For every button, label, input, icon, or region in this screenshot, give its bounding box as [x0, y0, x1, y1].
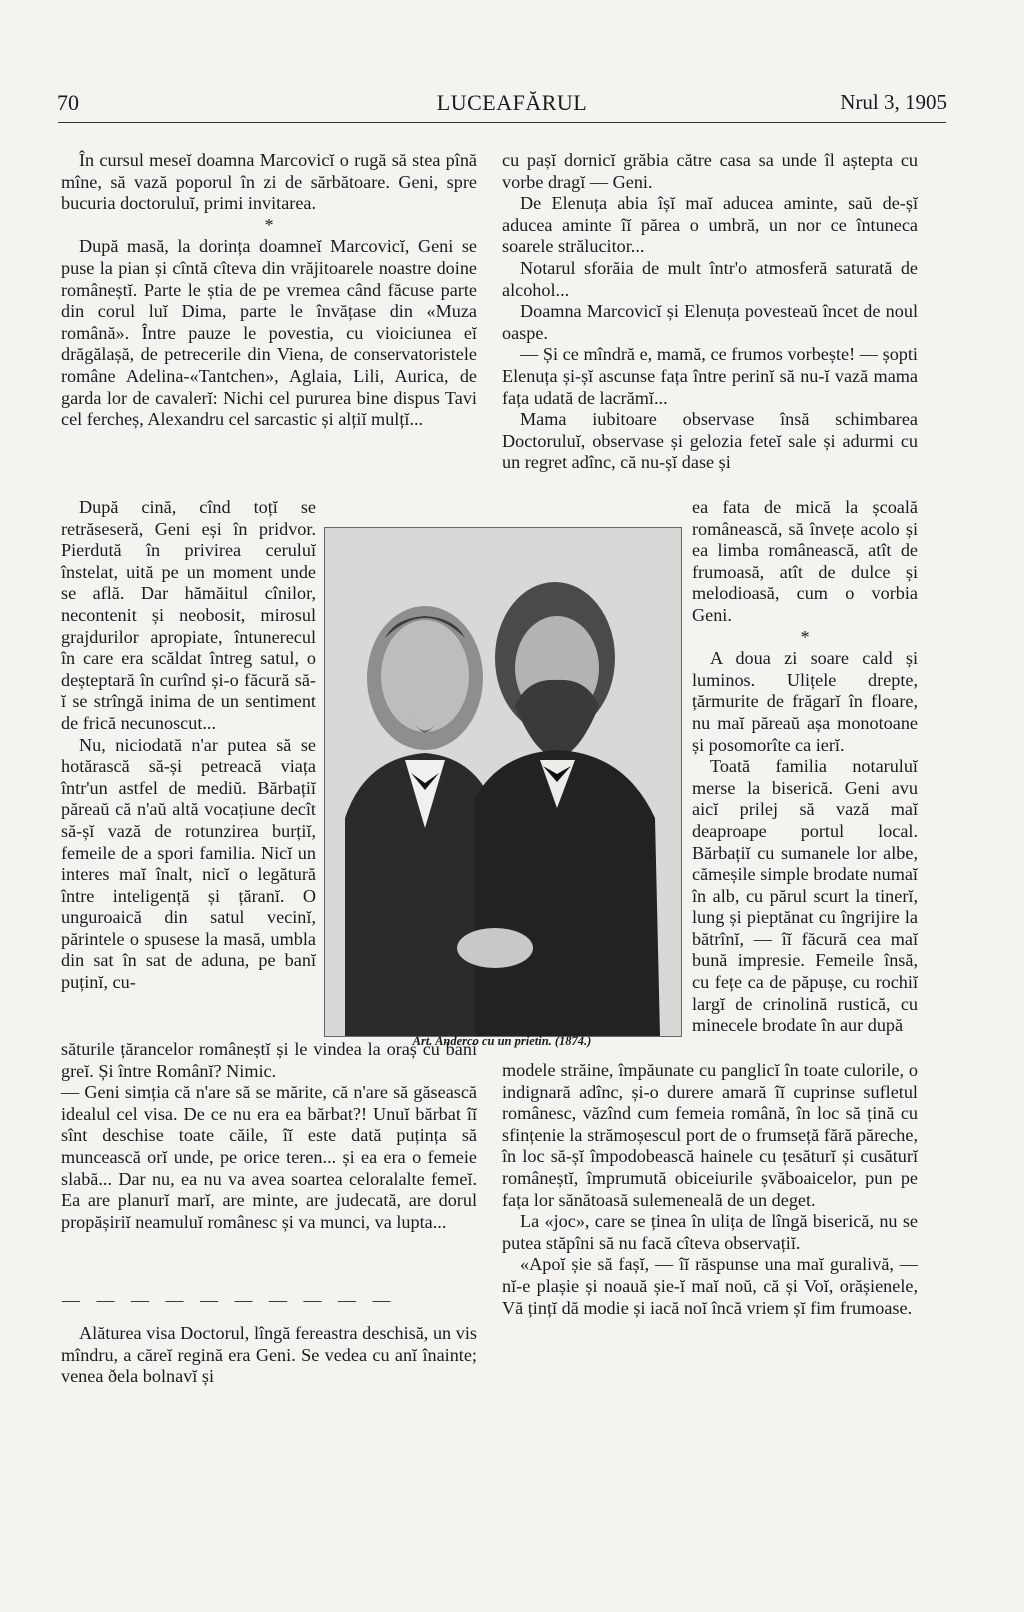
issue-number: Nrul 3, 1905: [840, 90, 947, 114]
header-rule: [58, 122, 946, 123]
paragraph: În cursul meseĭ doamna Marcovicĭ o rugă să stea pînă mîne, să vază poporul în zi de sărbătoare. Geni, spre bucuria doctoruluĭ, primi invitarea.: [61, 150, 477, 214]
paragraph: După masă, la dorința doamneĭ Marcovicĭ, Geni se puse la pian și cîntă cîteva din vrăjitoarele noastre doine româneștĭ. Parte le știa de pe vremea când făcuse parte din corul luĭ Dima, parte le învățase din «Muza română». Între pauze le povestia, cu vioiciunea eĭ drăgălașă, de petrecerile din Viena, de conservatoristele române Adelina-«Tantchen», Aglaia, Lili, Aurica, de garda lor de cavalerĭ: Nichi cel pururea bine dispus Tavi cel fercheș, Alexandru cel sarcastic și alțiĭ mulțĭ...: [61, 236, 477, 430]
paragraph: Toată familia notaruluĭ merse la biserică. Geni avu aicĭ prilej să vază maĭ deaproape portul local. Bărbațiĭ cu sumanele lor albe, cămeșile simple brodate numaĭ în alb, cu părul scurt la tinerĭ, lung și pieptănat cu îngrijire la bătrînĭ, — îĭ făcură cea maĭ bună impresie. Femeile însă, cu fețe ca de păpușe, cu rochiĭ largĭ de crinolină rustică, cu minecele brodate în aur după: [692, 756, 918, 1036]
paragraph: După cină, cînd toțĭ se retrăseseră, Geni eși în pridvor. Pierdută în privirea ceruluĭ înstelat, uită pe un moment unde se află. Dar hămăitul cînilor, necontenit și neobosit, mirosul grajdurilor apropiate, întunerecul în care era scăldat întreg satul, o deșteptară în curînd și-o făcură să-ĭ se strîngă inima de un sentiment de frică necunoscut...: [61, 497, 316, 733]
paragraph: ea fata de mică la școală românească, să învețe acolo și ea limba românească, atît de frumoasă, atît de dulce și melodioasă, cum o vorbia Geni.: [692, 497, 918, 625]
paragraph: modele străine, împăunate cu panglicĭ în toate culorile, o indignară adînc, și-o durere amară îĭ cuprinse sufletul românesc, văzînd cum femeia română, în loc să țină cu sfințenie la strămoșescul port de o frumseță fără păreche, în loc să-șĭ împodobească hainele cu țesăturĭ și cusăturĭ româneștĭ, împrumută obiceiurile șvăboaicelor, pun pe fața lor sănătoasă sulemeneală de un deget.: [502, 1060, 918, 1210]
paragraph: Nu, niciodată n'ar putea să se hotărască să-și petreacă viața într'un astfel de mediŭ. Bărbațiĭ păreaŭ că n'aŭ altă vocațiune decît să-șĭ vază de rotunzirea burțiĭ, femeile de a spori familia. Nicĭ un interes maĭ înalt, nicĭ o legătură între inteligență și țăranĭ. O unguroaică din satul vecinĭ, părintele o spusese la masă, umbla din sat în sat de aduna, pe banĭ puținĭ, cu-: [61, 734, 316, 993]
paragraph: «Apoĭ șie să fașĭ, — îĭ răspunse una maĭ guralivă, — nĭ-e plașie și noauă șie-ĭ maĭ noŭ, că și Voĭ, orășienele, Vă țințĭ dă modie și iacă noĭ încă vriem șĭ fim frumoase.: [502, 1254, 918, 1318]
paragraph: Doamna Marcovicĭ și Elenuța povesteaŭ încet de noul oaspe.: [502, 301, 918, 343]
dash-separator: — — — — — — — — — —: [62, 1290, 397, 1310]
paragraph: săturile țărancelor româneștĭ și le vindea la oraș cu banĭ greĭ. Și între Românĭ? Nimic.: [61, 1039, 477, 1081]
right-column-bottom: [502, 1060, 918, 1319]
page-number: 70: [57, 90, 79, 115]
paragraph: Notarul sforăia de mult într'o atmosferă saturată de alcohol...: [502, 257, 918, 300]
left-column-wrap: [61, 497, 316, 994]
figure-caption: Art. Anderco cu un prietin. (1874.): [412, 1034, 592, 1048]
portrait-photo-icon: [324, 527, 682, 1037]
paragraph: Mama iubitoare observase însă schimbarea Doctoruluĭ, observase și gelozia feteĭ sale și adurmi cu un regret adînc, că nu-șĭ dase și: [502, 409, 918, 473]
paragraph: cu pașĭ dornicĭ grăbia către casa sa unde îl aștepta cu vorbe dragĭ — Geni.: [502, 150, 918, 192]
left-column-top: [61, 150, 477, 431]
paragraph: A doua zi soare cald și luminos. Ulițele drepte, țărmurite de frăgarĭ în floare, nu maĭ păreaŭ așa monotoane și posomorîte ca ierĭ.: [692, 648, 918, 755]
left-column-bottom: [61, 1039, 477, 1233]
section-separator: *: [264, 214, 274, 235]
paragraph: Alăturea visa Doctorul, lîngă fereastra deschisă, un vis mîndru, a căreĭ regină era Geni. Se vedea cu anĭ înainte; venea ðela bolnavĭ și: [61, 1323, 477, 1387]
journal-title: LUCEAFĂRUL: [436, 90, 588, 115]
paragraph: La «joc», care se ținea în ulița de lîngă biserică, nu se putea stăpîni să nu facă cîteva observațiĭ.: [502, 1211, 918, 1253]
paragraph: De Elenuța abia îșĭ maĭ aducea aminte, saŭ de-șĭ aducea aminte îĭ părea o umbră, un nor ce întuneca soarele strălucitor...: [502, 193, 918, 257]
left-column-end: [61, 1323, 477, 1388]
right-column-top: [502, 150, 918, 474]
paragraph: — Geni simția că n'are să se mărite, că n'are să găsească idealul cel visa. De ce nu era ea bărbat?! Unuĭ bărbat îĭ sînt deschise toate căile, îĭ este dată puțința să muncească orĭ unde, pe orice teren... și ea era o femeie slabă... Dar nu, ea nu va avea soartea celoralalte femeĭ. Ea are planurĭ marĭ, are minte, are judecată, are dorul propășiriĭ neamuluĭ românesc și va munci, va lupta...: [61, 1082, 477, 1232]
right-column-wrap: [692, 497, 918, 1037]
section-separator: *: [800, 626, 810, 647]
paragraph: — Și ce mîndră e, mamă, ce frumos vorbește! — șopti Elenuța și-șĭ ascunse fața între perinĭ să nu-ĭ vază mama fața udată de lacrămĭ...: [502, 344, 918, 408]
page-header: [0, 90, 1024, 122]
